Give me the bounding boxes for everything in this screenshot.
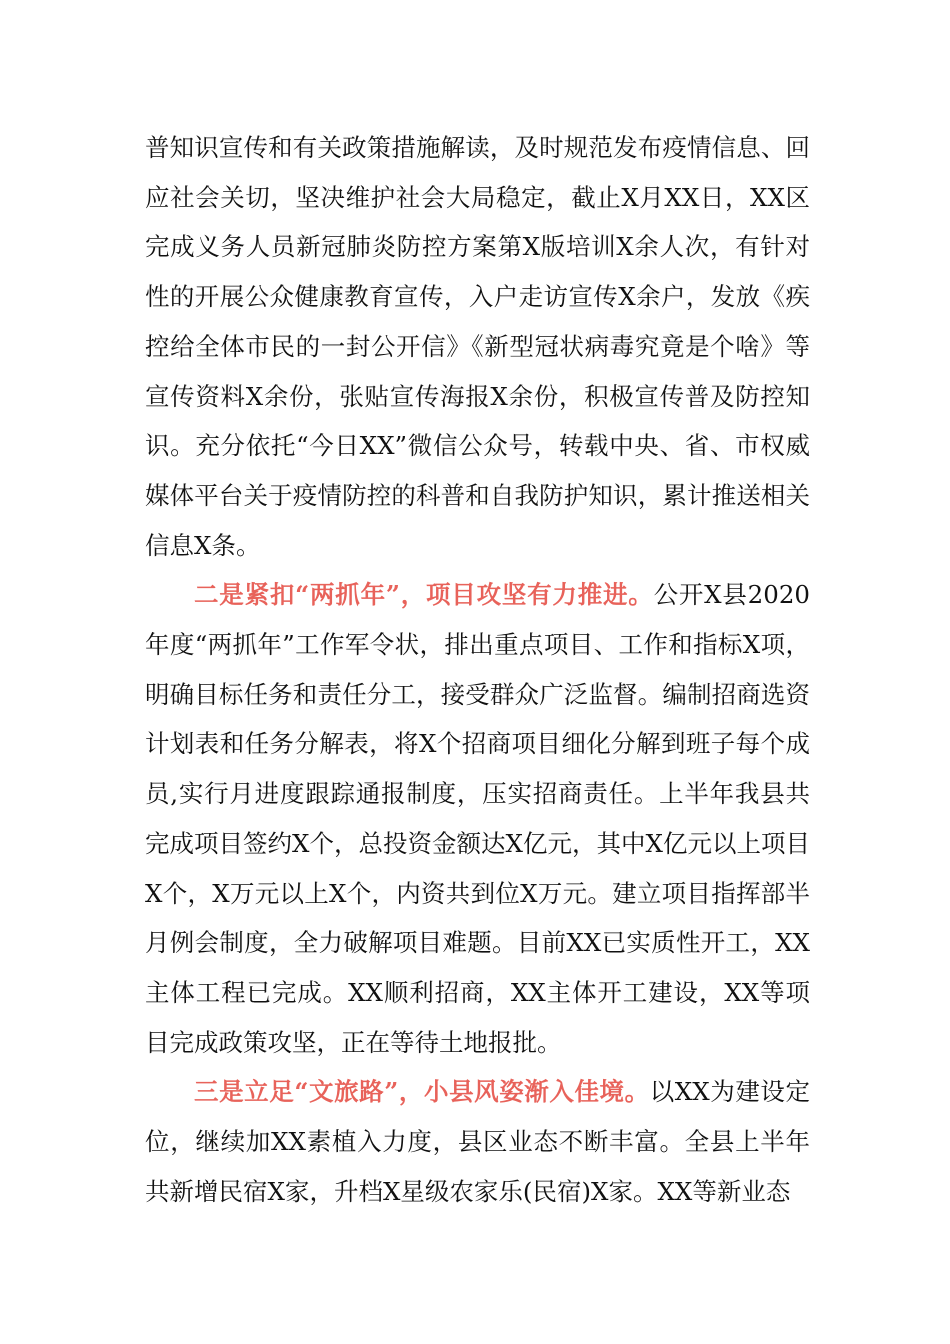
paragraph-epidemic-publicity <box>145 123 810 570</box>
paragraph-text: 公开X县2020年度“两抓年”工作军令状，排出重点项目、工作和指标X项，明确目标任务和责任分工，接受群众广泛监督。编制招商选资计划表和任务分解表，将X个招商项目细化分解到班子每个成员,实行月进度跟踪通报制度，压实招商责任。上半年我县共完成项目签约X个，总投资金额达X亿元，其中X亿元以上项目X个，X万元以上X个，内资共到位X万元。建立项目指挥部半月例会制度，全力破解项目难题。目前XX已实质性开工，XX主体工程已完成。XX顺利招商，XX主体开工建设，XX等项目完成政策攻坚，正在等待土地报批。 <box>145 580 811 1057</box>
paragraph-project-advancement <box>145 570 810 1067</box>
section-heading-two: 二是紧扣“两抓年”，项目攻坚有力推进。 <box>194 580 654 610</box>
document-body <box>145 123 810 1216</box>
section-heading-three: 三是立足“文旅路”，小县风姿渐入佳境。 <box>194 1077 650 1107</box>
paragraph-text: 普知识宣传和有关政策措施解读，及时规范发布疫情信息、回应社会关切，坚决维护社会大局稳定，截止X月XX日，XX区完成义务人员新冠肺炎防控方案第X版培训X余人次，有针对性的开展公众健康教育宣传，入户走访宣传X余户，发放《疾控给全体市民的一封公开信》《新型冠状病毒究竟是个啥》等宣传资料X余份，张贴宣传海报X余份，积极宣传普及防控知识。充分依托“今日XX”微信公众号，转载中央、省、市权威媒体平台关于疫情防控的科普和自我防护知识，累计推送相关信息X条。 <box>145 133 810 560</box>
paragraph-text: 以XX为建设定位，继续加XX素植入力度，县区业态不断丰富。全县上半年共新增民宿X家，升档X星级农家乐(民宿)X家。XX等新业态 <box>145 1077 811 1206</box>
paragraph-culture-tourism <box>145 1067 810 1216</box>
